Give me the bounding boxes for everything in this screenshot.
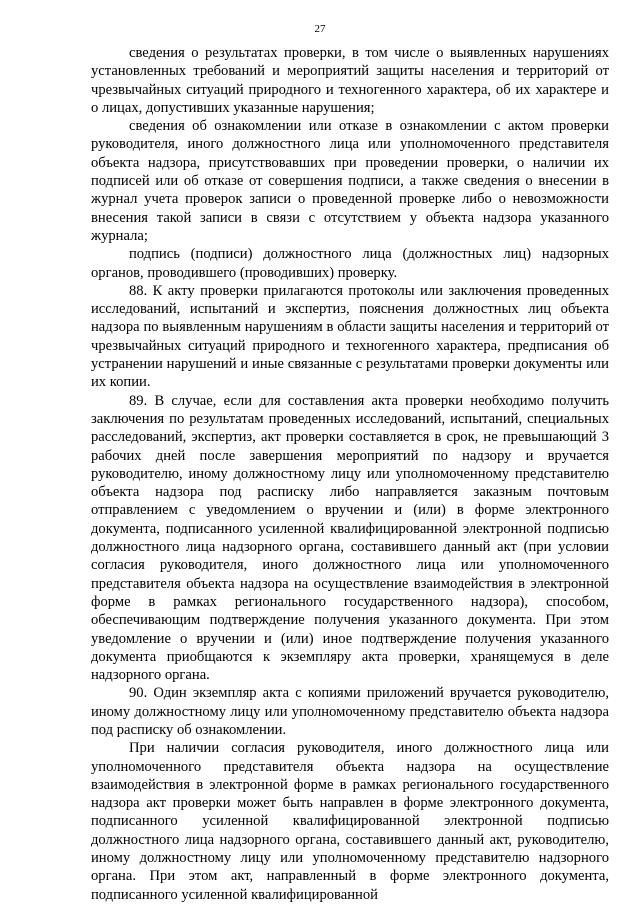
document-body xyxy=(91,44,609,904)
paragraph-inspection-results: сведения о результатах проверки, в том числе о выявленных нарушениях установленных требований и мероприятий защиты населения и территорий от чрезвычайных ситуаций природного и техногенного характера, об их характере и о лицах, допустивших указанные нарушения; xyxy=(91,45,609,116)
paragraph-88: 88. К акту проверки прилагаются протоколы или заключения проведенных исследований, испытаний и экспертиз, пояснения должностных лиц объекта надзора по выявленным нарушениям в области защиты населения и территорий от чрезвычайных ситуаций природного и техногенного характера, предписания об устранении нарушений и иные связанные с результатами проверки документы или их копии. xyxy=(91,282,609,391)
paragraph-acquaintance-info: сведения об ознакомлении или отказе в ознакомлении с актом проверки руководителя, иного должностного лица или уполномоченного представителя объекта надзора, присутствовавших при проведении проверки, о наличии их подписей или об отказе от совершения подписи, а также сведения о внесении в журнал учета проверок записи о проведенной проверке либо о невозможности внесения такой записи в связи с отсутствием у объекта надзора указанного журнала; xyxy=(91,118,609,244)
paragraph-90: 90. Один экземпляр акта с копиями приложений вручается руководителю, иному должностному лицу или уполномоченному представителю объекта надзора под расписку об ознакомлении. xyxy=(91,685,609,738)
page-number: 27 xyxy=(314,23,326,35)
paragraph-electronic-delivery: При наличии согласия руководителя, иного должностного лица или уполномоченного представителя объекта надзора на осуществление взаимодействия в электронной форме в рамках регионального государственного надзора акт проверки может быть направлен в форме электронного документа, подписанного усиленной квалифицированной электронной подписью должностного лица надзорного органа, составившего данный акт, руководителю, иному должностному лицу или уполномоченному представителю надзорного органа. При этом акт, направленный в форме электронного документа, подписанного усиленной квалифицированной xyxy=(91,740,609,903)
paragraph-89: 89. В случае, если для составления акта проверки необходимо получить заключения по результатам проведенных исследований, испытаний, специальных расследований, экспертиз, акт проверки составляется в срок, не превышающий 3 рабочих дней после завершения мероприятий по надзору и вручается руководителю, иному должностному лицу или уполномоченному представителю объекта надзора под расписку либо направляется заказным почтовым отправлением с уведомлением о вручении и (или) в форме электронного документа, подписанного усиленной квалифицированной электронной подписью должностного лица надзорного органа, составившего данный акт (при условии согласия руководителя, иного должностного лица или уполномоченного представителя объекта надзора на осуществление взаимодействия в электронной форме в рамках регионального государственного надзора), способом, обеспечивающим подтверждение получения указанного документа. При этом уведомление о вручении и (или) иное подтверждение получения указанного документа приобщаются к экземпляру акта проверки, хранящемуся в деле надзорного органа. xyxy=(91,392,609,684)
paragraph-signatures: подпись (подписи) должностного лица (должностных лиц) надзорных органов, проводившего (проводивших) проверку. xyxy=(91,246,609,281)
